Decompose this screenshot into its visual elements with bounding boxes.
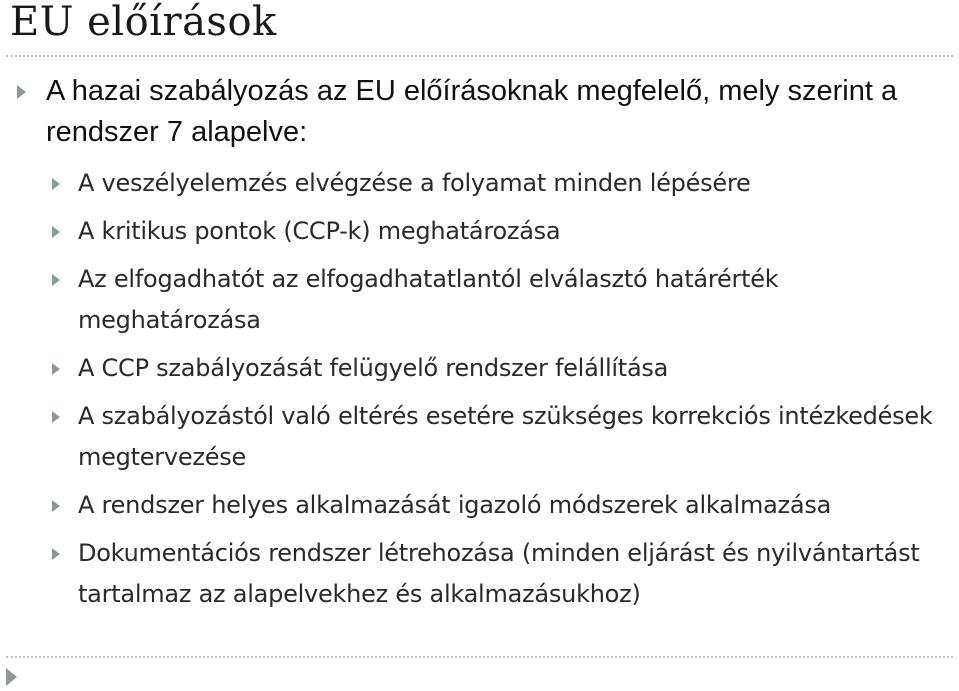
list-item: [0, 348, 959, 389]
list-item: [0, 533, 959, 615]
triangle-right-icon: [52, 363, 60, 375]
list-item: [0, 396, 959, 478]
triangle-right-icon: [52, 226, 60, 238]
triangle-right-icon: [52, 178, 60, 190]
list-item: [0, 259, 959, 341]
slide-title: EU előírások: [10, 0, 277, 45]
triangle-right-icon: [6, 668, 17, 686]
list-item-text: A CCP szabályozását felügyelő rendszer felállítása: [78, 354, 669, 382]
list-item: [0, 211, 959, 252]
main-bullet: [0, 71, 959, 153]
list-item: [0, 485, 959, 526]
list-item: [0, 163, 959, 204]
list-item-text: Az elfogadhatót az elfogadhatatlantól elválasztó határérték meghatározása: [78, 265, 779, 334]
list-item-text: A szabályozástól való eltérés esetére szükséges korrekciós intézkedések megtervezése: [78, 402, 933, 471]
list-item-text: A rendszer helyes alkalmazását igazoló módszerek alkalmazása: [78, 491, 832, 519]
list-item-text: A kritikus pontok (CCP-k) meghatározása: [78, 217, 561, 245]
triangle-right-icon: [52, 274, 60, 286]
triangle-right-icon: [17, 85, 26, 99]
principles-list: [0, 163, 959, 615]
main-bullet-text: A hazai szabályozás az EU előírásoknak megfelelő, mely szerint a rendszer 7 alapelve:: [46, 75, 898, 148]
slide-content: [0, 71, 959, 622]
list-item-text: A veszélyelemzés elvégzése a folyamat minden lépésére: [78, 169, 751, 197]
triangle-right-icon: [52, 500, 60, 512]
title-divider: [6, 55, 953, 57]
triangle-right-icon: [52, 548, 60, 560]
triangle-right-icon: [52, 411, 60, 423]
list-item-text: Dokumentációs rendszer létrehozása (minden eljárást és nyilvántartást tartalmaz az alapelvekhez és alkalmazásukhoz): [78, 539, 920, 608]
footer-divider: [6, 656, 953, 658]
